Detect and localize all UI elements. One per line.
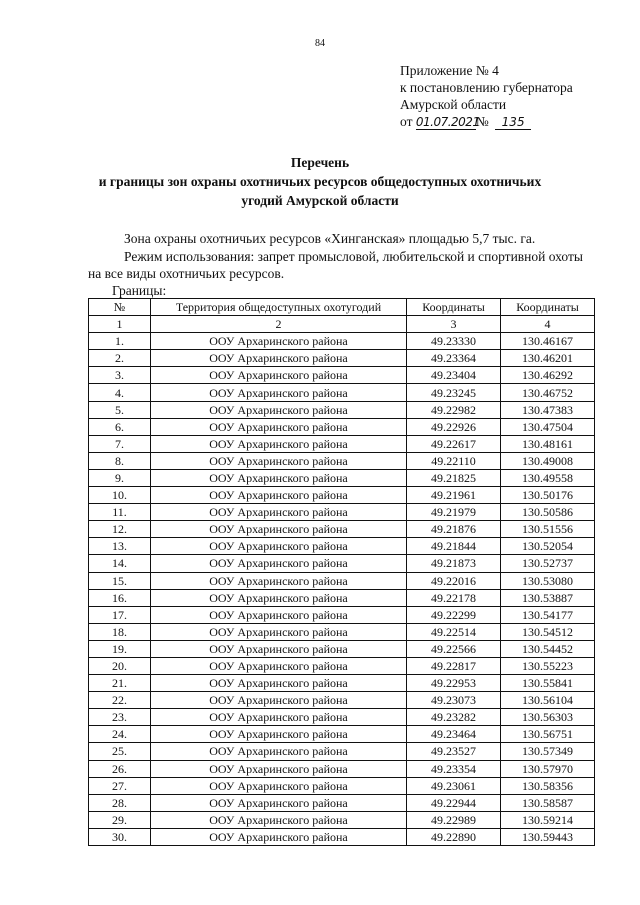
- row-number-cell: 9.: [89, 469, 151, 486]
- table-row: [89, 760, 595, 777]
- longitude-cell: 130.57970: [501, 760, 595, 777]
- territory-cell: ООУ Архаринского района: [151, 452, 407, 469]
- latitude-cell: 49.21825: [407, 469, 501, 486]
- longitude-cell: 130.58587: [501, 794, 595, 811]
- table-row: [89, 623, 595, 640]
- longitude-cell: 130.49558: [501, 469, 595, 486]
- row-number-cell: 7.: [89, 435, 151, 452]
- latitude-cell: 49.22982: [407, 401, 501, 418]
- table-header-row: [89, 299, 595, 316]
- territory-cell: ООУ Архаринского района: [151, 538, 407, 555]
- row-number-cell: 2.: [89, 350, 151, 367]
- header-coordinates-lon: Координаты: [501, 299, 595, 316]
- longitude-cell: 130.59443: [501, 828, 595, 845]
- row-number-cell: 28.: [89, 794, 151, 811]
- column-number-3: 3: [407, 316, 501, 333]
- row-number-cell: 3.: [89, 367, 151, 384]
- latitude-cell: 49.22989: [407, 811, 501, 828]
- longitude-cell: 130.50586: [501, 504, 595, 521]
- table-row: [89, 418, 595, 435]
- appendix-block: [400, 62, 573, 130]
- table-row: [89, 401, 595, 418]
- row-number-cell: 22.: [89, 692, 151, 709]
- table-row: [89, 777, 595, 794]
- table-row: [89, 640, 595, 657]
- table-row: [89, 828, 595, 845]
- territory-cell: ООУ Архаринского района: [151, 743, 407, 760]
- table-row: [89, 538, 595, 555]
- table-row: [89, 521, 595, 538]
- longitude-cell: 130.53080: [501, 572, 595, 589]
- row-number-cell: 20.: [89, 657, 151, 674]
- longitude-cell: 130.48161: [501, 435, 595, 452]
- territory-cell: ООУ Архаринского района: [151, 760, 407, 777]
- latitude-cell: 49.22016: [407, 572, 501, 589]
- territory-cell: ООУ Архаринского района: [151, 675, 407, 692]
- table-row: [89, 675, 595, 692]
- row-number-cell: 26.: [89, 760, 151, 777]
- row-number-cell: 27.: [89, 777, 151, 794]
- latitude-cell: 49.22299: [407, 606, 501, 623]
- longitude-cell: 130.56104: [501, 692, 595, 709]
- row-number-cell: 4.: [89, 384, 151, 401]
- row-number-cell: 12.: [89, 521, 151, 538]
- table-row: [89, 726, 595, 743]
- longitude-cell: 130.47383: [501, 401, 595, 418]
- longitude-cell: 130.46292: [501, 367, 595, 384]
- longitude-cell: 130.58356: [501, 777, 595, 794]
- table-row: [89, 743, 595, 760]
- latitude-cell: 49.22817: [407, 657, 501, 674]
- table-row: [89, 469, 595, 486]
- row-number-cell: 6.: [89, 418, 151, 435]
- appendix-date: 01.07.2021: [415, 115, 480, 129]
- row-number-cell: 16.: [89, 589, 151, 606]
- row-number-cell: 18.: [89, 623, 151, 640]
- mode-paragraph: Режим использования: запрет промысловой, любительской и спортивной охоты на все виды охотничьих ресурсов.: [88, 249, 583, 281]
- table-row: [89, 452, 595, 469]
- latitude-cell: 49.23364: [407, 350, 501, 367]
- table-row: [89, 657, 595, 674]
- header-coordinates-lat: Координаты: [407, 299, 501, 316]
- latitude-cell: 49.21844: [407, 538, 501, 555]
- page-number: 84: [315, 38, 325, 49]
- latitude-cell: 49.22890: [407, 828, 501, 845]
- table-row: [89, 384, 595, 401]
- longitude-cell: 130.52737: [501, 555, 595, 572]
- title-line-2: и границы зон охраны охотничьих ресурсов общедоступных охотничьих: [98, 174, 542, 189]
- latitude-cell: 49.23073: [407, 692, 501, 709]
- row-number-cell: 17.: [89, 606, 151, 623]
- title-line-1: Перечень: [290, 155, 350, 170]
- table-row: [89, 555, 595, 572]
- territory-cell: ООУ Архаринского района: [151, 709, 407, 726]
- territory-cell: ООУ Архаринского района: [151, 811, 407, 828]
- territory-cell: ООУ Архаринского района: [151, 606, 407, 623]
- longitude-cell: 130.49008: [501, 452, 595, 469]
- territory-cell: ООУ Архаринского района: [151, 521, 407, 538]
- table-row: [89, 572, 595, 589]
- row-number-cell: 19.: [89, 640, 151, 657]
- coordinates-table: [88, 298, 595, 846]
- latitude-cell: 49.22926: [407, 418, 501, 435]
- latitude-cell: 49.23245: [407, 384, 501, 401]
- row-number-cell: 21.: [89, 675, 151, 692]
- longitude-cell: 130.53887: [501, 589, 595, 606]
- longitude-cell: 130.52054: [501, 538, 595, 555]
- appendix-line-3: Амурской области: [400, 97, 507, 112]
- table-row: [89, 367, 595, 384]
- latitude-cell: 49.23404: [407, 367, 501, 384]
- longitude-cell: 130.46752: [501, 384, 595, 401]
- territory-cell: ООУ Архаринского района: [151, 589, 407, 606]
- table-row: [89, 692, 595, 709]
- row-number-cell: 1.: [89, 333, 151, 350]
- territory-cell: ООУ Архаринского района: [151, 726, 407, 743]
- territory-cell: ООУ Архаринского района: [151, 555, 407, 572]
- territory-cell: ООУ Архаринского района: [151, 828, 407, 845]
- header-territory: Территория общедоступных охотугодий: [151, 299, 407, 316]
- latitude-cell: 49.21961: [407, 487, 501, 504]
- row-number-cell: 30.: [89, 828, 151, 845]
- table-row: [89, 435, 595, 452]
- latitude-cell: 49.21979: [407, 504, 501, 521]
- row-number-cell: 24.: [89, 726, 151, 743]
- table-column-numbers-row: [89, 316, 595, 333]
- longitude-cell: 130.54512: [501, 623, 595, 640]
- header-number: №: [89, 299, 151, 316]
- longitude-cell: 130.56751: [501, 726, 595, 743]
- longitude-cell: 130.46167: [501, 333, 595, 350]
- row-number-cell: 8.: [89, 452, 151, 469]
- table-row: [89, 487, 595, 504]
- table-row: [89, 794, 595, 811]
- territory-cell: ООУ Архаринского района: [151, 640, 407, 657]
- row-number-cell: 25.: [89, 743, 151, 760]
- longitude-cell: 130.51556: [501, 521, 595, 538]
- column-number-2: 2: [151, 316, 407, 333]
- table-row: [89, 811, 595, 828]
- longitude-cell: 130.56303: [501, 709, 595, 726]
- territory-cell: ООУ Архаринского района: [151, 384, 407, 401]
- longitude-cell: 130.57349: [501, 743, 595, 760]
- appendix-line-4: [400, 113, 573, 130]
- row-number-cell: 15.: [89, 572, 151, 589]
- table-row: [89, 589, 595, 606]
- row-number-cell: 13.: [89, 538, 151, 555]
- territory-cell: ООУ Архаринского района: [151, 487, 407, 504]
- row-number-cell: 14.: [89, 555, 151, 572]
- longitude-cell: 130.50176: [501, 487, 595, 504]
- table-row: [89, 606, 595, 623]
- longitude-cell: 130.54177: [501, 606, 595, 623]
- column-number-4: 4: [501, 316, 595, 333]
- latitude-cell: 49.22617: [407, 435, 501, 452]
- row-number-cell: 23.: [89, 709, 151, 726]
- appendix-number: 135: [495, 116, 531, 130]
- latitude-cell: 49.22178: [407, 589, 501, 606]
- territory-cell: ООУ Архаринского района: [151, 657, 407, 674]
- territory-cell: ООУ Архаринского района: [151, 435, 407, 452]
- territory-cell: ООУ Архаринского района: [151, 350, 407, 367]
- longitude-cell: 130.55841: [501, 675, 595, 692]
- latitude-cell: 49.22944: [407, 794, 501, 811]
- latitude-cell: 49.21873: [407, 555, 501, 572]
- territory-cell: ООУ Архаринского района: [151, 623, 407, 640]
- territory-cell: ООУ Архаринского района: [151, 572, 407, 589]
- territory-cell: ООУ Архаринского района: [151, 401, 407, 418]
- longitude-cell: 130.46201: [501, 350, 595, 367]
- longitude-cell: 130.59214: [501, 811, 595, 828]
- territory-cell: ООУ Архаринского района: [151, 777, 407, 794]
- latitude-cell: 49.23354: [407, 760, 501, 777]
- latitude-cell: 49.23330: [407, 333, 501, 350]
- territory-cell: ООУ Архаринского района: [151, 333, 407, 350]
- borders-label: Границы:: [112, 283, 167, 298]
- territory-cell: ООУ Архаринского района: [151, 469, 407, 486]
- territory-cell: ООУ Архаринского района: [151, 504, 407, 521]
- latitude-cell: 49.23282: [407, 709, 501, 726]
- table-row: [89, 504, 595, 521]
- appendix-line-1: Приложение № 4: [400, 63, 499, 78]
- longitude-cell: 130.54452: [501, 640, 595, 657]
- appendix-line-2: к постановлению губернатора: [400, 80, 573, 95]
- latitude-cell: 49.22514: [407, 623, 501, 640]
- table-row: [89, 350, 595, 367]
- document-title: [0, 153, 640, 210]
- appendix-from: от: [400, 114, 413, 129]
- row-number-cell: 10.: [89, 487, 151, 504]
- latitude-cell: 49.22566: [407, 640, 501, 657]
- title-line-3: угодий Амурской области: [241, 193, 399, 208]
- territory-cell: ООУ Архаринского района: [151, 367, 407, 384]
- latitude-cell: 49.23061: [407, 777, 501, 794]
- table-row: [89, 333, 595, 350]
- longitude-cell: 130.47504: [501, 418, 595, 435]
- territory-cell: ООУ Архаринского района: [151, 794, 407, 811]
- table-body: [89, 333, 595, 846]
- appendix-number-sign: №: [475, 114, 489, 129]
- row-number-cell: 29.: [89, 811, 151, 828]
- territory-cell: ООУ Архаринского района: [151, 418, 407, 435]
- latitude-cell: 49.22953: [407, 675, 501, 692]
- row-number-cell: 11.: [89, 504, 151, 521]
- latitude-cell: 49.23464: [407, 726, 501, 743]
- latitude-cell: 49.21876: [407, 521, 501, 538]
- territory-cell: ООУ Архаринского района: [151, 692, 407, 709]
- latitude-cell: 49.23527: [407, 743, 501, 760]
- column-number-1: 1: [89, 316, 151, 333]
- longitude-cell: 130.55223: [501, 657, 595, 674]
- row-number-cell: 5.: [89, 401, 151, 418]
- latitude-cell: 49.22110: [407, 452, 501, 469]
- zone-paragraph: Зона охраны охотничьих ресурсов «Хинганская» площадью 5,7 тыс. га.: [124, 231, 536, 246]
- table-row: [89, 709, 595, 726]
